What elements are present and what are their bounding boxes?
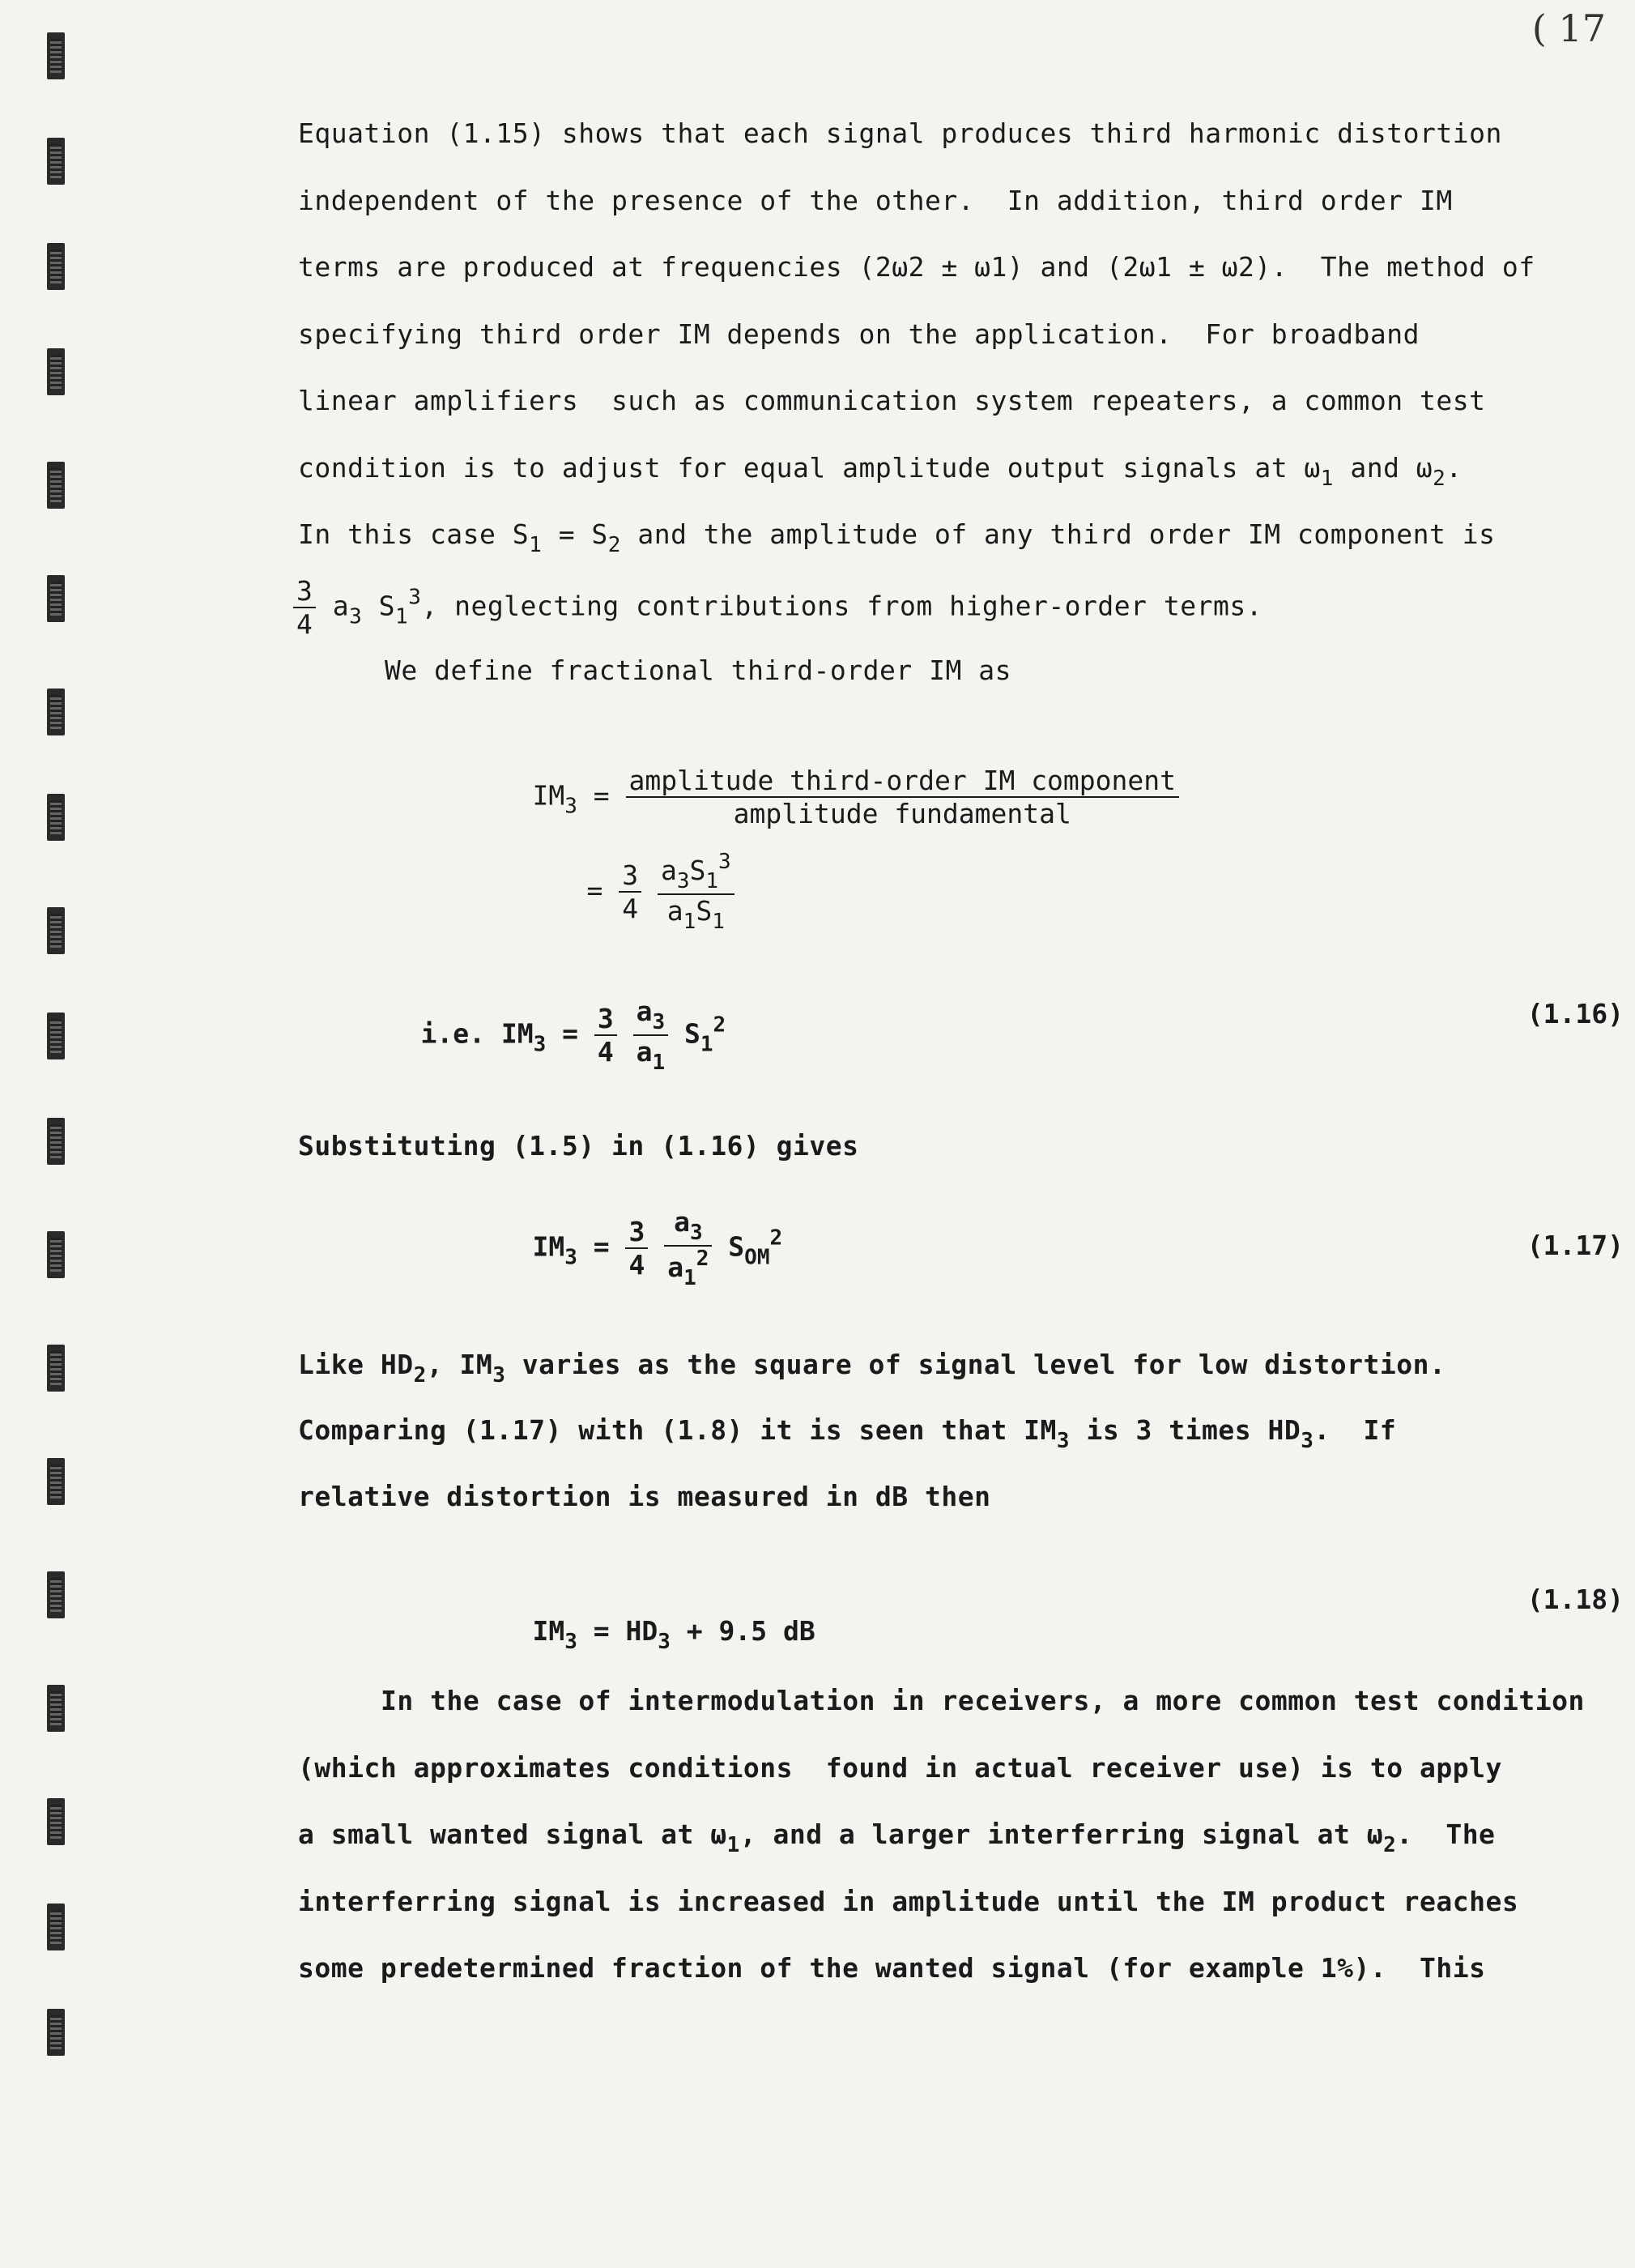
text-line: Substituting (1.5) in (1.16) gives: [298, 1130, 859, 1162]
binding-hole: [47, 32, 65, 79]
binding-hole: [47, 1231, 65, 1278]
binding-hole: [47, 575, 65, 622]
text-line: condition is to adjust for equal amplitude output signals at $\omega_1$ and $\omega_2$.: [298, 452, 1463, 491]
text-line: linear amplifiers such as communication system repeaters, a common test: [298, 385, 1486, 416]
equation-number: (1.17): [1526, 1230, 1624, 1261]
equation-im3-definition: $IM_3$ = $\frac{\text{amplitude third-order IM component}}{\text{amplitude fundamental}}$: [468, 733, 1179, 861]
text-line: some predetermined fraction of the wanted signal (for example 1%). This: [298, 1952, 1486, 1984]
binding-holes: [32, 16, 81, 2041]
text-line: terms are produced at frequencies (2ω2 ± ω1) and (2ω1 ± ω2). The method of: [298, 251, 1535, 283]
text-line: specifying third order IM depends on the application. For broadband: [298, 318, 1420, 350]
text-line: Equation (1.15) shows that each signal produces third harmonic distortion: [298, 117, 1502, 149]
binding-hole: [47, 243, 65, 290]
text-line: independent of the presence of the other. In addition, third order IM: [298, 185, 1453, 216]
binding-hole: [47, 1571, 65, 1618]
text-line: In the case of intermodulation in receivers, a more common test condition: [381, 1685, 1585, 1716]
text-line: $\frac{3}{4}$ $a_3$ $S_1^3$, neglecting contributions from higher-order terms.: [293, 575, 1262, 640]
equation-1-17: $IM_3$ = $\frac{3}{4}$ $\frac{a_3}{a_1^2}$ $S_{OM}^2$: [532, 1206, 783, 1290]
equation-number: (1.18): [1526, 1584, 1624, 1615]
binding-hole: [47, 907, 65, 954]
equation-1-18: $IM_3 = HD_3 + 9.5$ dB: [532, 1615, 815, 1654]
text-line: interferring signal is increased in amplitude until the IM product reaches: [298, 1886, 1519, 1917]
text-line: a small wanted signal at $\omega_1$, and a larger interferring signal at $\omega_2$. The: [298, 1818, 1496, 1857]
binding-hole: [47, 1798, 65, 1845]
binding-hole: [47, 138, 65, 185]
page-number: ( 17: [1531, 6, 1606, 50]
equation-im3-ratio: = $\frac{3}{4}$ $\frac{a_3S_1^3}{a_1S_1}$: [522, 818, 734, 966]
binding-hole: [47, 1345, 65, 1392]
equation-number: (1.16): [1526, 998, 1624, 1030]
text-line: We define fractional third-order IM as: [385, 654, 1011, 686]
text-line: relative distortion is measured in dB then: [298, 1481, 991, 1512]
binding-hole: [47, 1458, 65, 1505]
text-line: Like $HD_2$, $IM_3$ varies as the square of signal level for low distortion.: [298, 1349, 1446, 1388]
binding-hole: [47, 1118, 65, 1165]
text-line: In this case $S_1 = S_2$ and the amplitude of any third order IM component is: [298, 518, 1496, 557]
text-line: (which approximates conditions found in actual receiver use) is to apply: [298, 1752, 1502, 1784]
binding-hole: [47, 348, 65, 395]
binding-hole: [47, 1685, 65, 1732]
binding-hole: [47, 1904, 65, 1950]
binding-hole: [47, 2009, 65, 2056]
equation-1-16: i.e. $IM_3$ = $\frac{3}{4}$ $\frac{a_3}{a_1}$ $S_1^2$: [420, 995, 726, 1075]
binding-hole: [47, 462, 65, 509]
binding-hole: [47, 1013, 65, 1059]
text-line: Comparing (1.17) with (1.8) it is seen that $IM_3$ is 3 times $HD_3$. If: [298, 1414, 1397, 1453]
binding-hole: [47, 794, 65, 841]
binding-hole: [47, 688, 65, 735]
